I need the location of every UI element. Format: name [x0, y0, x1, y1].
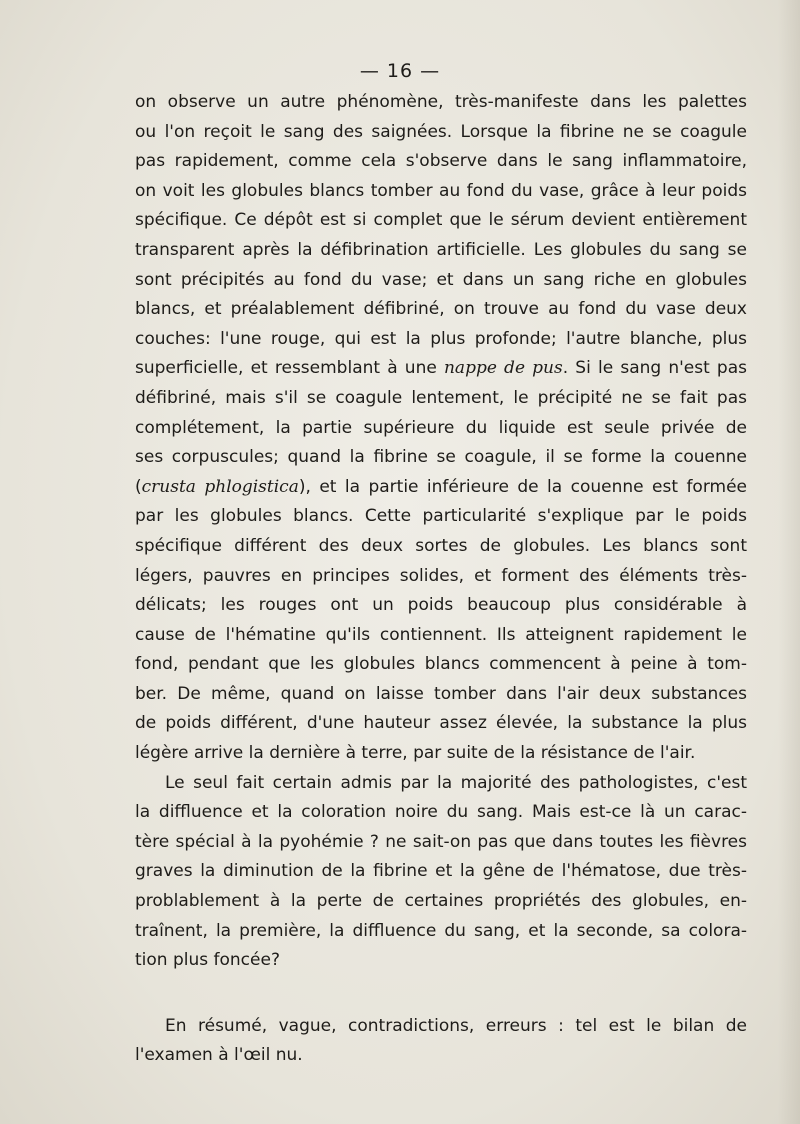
text-run: superficielle, et ressemblant à une: [135, 358, 444, 379]
text-line: Le seul fait certain admis par la majorité des pathologistes, c'est: [165, 772, 747, 793]
text-line: on observe un autre phénomène, très-manifeste dans les palettes: [135, 92, 747, 112]
text-line: graves la diminution de la fibrine et la gêne de l'hématose, due très-: [135, 861, 747, 882]
text-line: ses corpuscules; quand la fibrine se coagule, il se forme la couenne: [135, 447, 747, 468]
text-line: défibriné, mais s'il se coagule lentement, le précipité ne se fait pas: [135, 387, 747, 408]
text-line: ou l'on reçoit le sang des saignées. Lorsque la fibrine ne se coagule: [135, 121, 747, 142]
text-line: problablement à la perte de certaines propriétés des globules, en-: [135, 891, 747, 912]
text-line: tère spécial à la pyohémie ? ne sait-on pas que dans toutes les fièvres: [135, 831, 747, 852]
body-text: [135, 88, 747, 1071]
text-line: [135, 354, 747, 384]
paragraph-spacer: [135, 976, 747, 1012]
text-line: blancs, et préalablement défibriné, on trouve au fond du vase deux: [135, 299, 747, 320]
text-run: ), et la partie inférieure de la couenne est formée: [298, 476, 747, 497]
text-line: tion plus foncée?: [135, 950, 280, 971]
text-line: cause de l'hématine qu'ils contiennent. Ils atteignent rapidement le: [135, 624, 747, 645]
text-line: spécifique différent des deux sortes de globules. Les blancs sont: [135, 535, 747, 556]
text-run: (: [135, 476, 142, 497]
text-line: transparent après la défibrination artificielle. Les globules du sang se: [135, 239, 747, 260]
text-line: couches: l'une rouge, qui est la plus profonde; l'autre blanche, plus: [135, 328, 747, 349]
text-line: délicats; les rouges ont un poids beaucoup plus considérable à: [135, 595, 747, 616]
text-line: [135, 473, 747, 503]
text-line: l'examen à l'œil nu.: [135, 1045, 303, 1066]
italic-term: nappe de pus: [443, 358, 563, 379]
text-line: ber. De même, quand on laisse tomber dans l'air deux substances: [135, 683, 747, 704]
text-line: on voit les globules blancs tomber au fond du vase, grâce à leur poids: [135, 180, 747, 201]
italic-term: crusta phlogistica: [141, 476, 299, 497]
text-line: pas rapidement, comme cela s'observe dans le sang inflammatoire,: [135, 151, 747, 172]
text-line: fond, pendant que les globules blancs commencent à peine à tom-: [135, 654, 747, 675]
text-line: En résumé, vague, contradictions, erreurs : tel est le bilan de: [165, 1015, 747, 1036]
paragraph-3: [135, 1012, 747, 1071]
paragraph-2: [135, 769, 747, 976]
text-run: . Si le sang n'est pas: [562, 358, 747, 379]
text-line: spécifique. Ce dépôt est si complet que le sérum devient entièrement: [135, 210, 747, 231]
paragraph-1: [135, 88, 747, 769]
text-line: légère arrive la dernière à terre, par suite de la résistance de l'air.: [135, 743, 696, 764]
text-line: de poids différent, d'une hauteur assez élevée, la substance la plus: [135, 713, 747, 734]
text-line: complétement, la partie supérieure du liquide est seule privée de: [135, 417, 747, 438]
text-line: par les globules blancs. Cette particularité s'explique par le poids: [135, 506, 747, 527]
text-line: la diffluence et la coloration noire du sang. Mais est-ce là un carac-: [135, 802, 747, 823]
text-line: légers, pauvres en principes solides, et forment des éléments très-: [135, 565, 747, 586]
text-line: traînent, la première, la diffluence du sang, et la seconde, sa colora-: [135, 920, 747, 941]
page-gutter-shadow: [778, 0, 800, 1124]
page-number: — 16 —: [359, 60, 441, 82]
text-line: sont précipités au fond du vase; et dans un sang riche en globules: [135, 269, 747, 290]
